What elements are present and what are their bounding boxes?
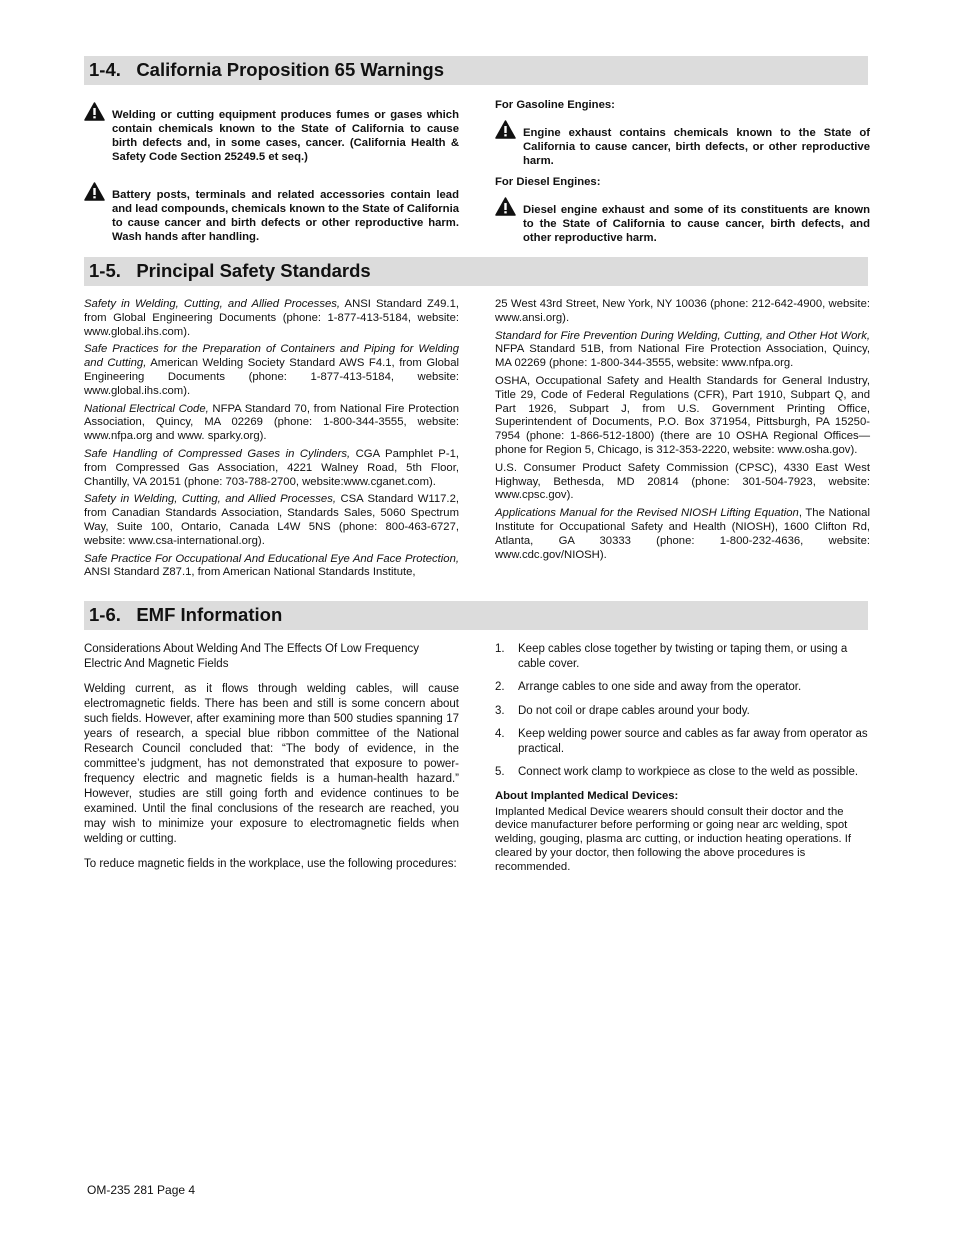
list-item: 5. Connect work clamp to workpiece as close to the weld as possible. (495, 766, 859, 778)
list-item: 2. Arrange cables to one side and away from the operator. (495, 681, 802, 693)
standard-entry: 25 West 43rd Street, New York, NY 10036 (phone: 212-642-4900, website: www.ansi.org). (495, 298, 870, 324)
standard-entry: Safety in Welding, Cutting, and Allied Processes, ANSI Standard Z49.1, from Global Engineering Documents (phone: 1-877-413-5184, website: www.global.ihs.com). (84, 298, 459, 338)
standard-entry: National Electrical Code, NFPA Standard 70, from National Fire Protection Association, Quincy, MA 02269 (phone: 1-800-344-3555, website: www.nfpa.org and www. sparky.org). (84, 402, 459, 443)
emf-procedure-list (495, 642, 870, 780)
warning-text: Battery posts, terminals and related accessories contain lead and lead compounds, chemicals known to the State of California to cause cancer and birth defects or other reproductive harm. Wash hands after handling. (112, 189, 459, 243)
warning-triangle-icon (495, 120, 523, 140)
page-footer: OM-235 281 Page 4 (87, 1183, 196, 1197)
warning-text: Engine exhaust contains chemicals known to the State of California to cause cancer, birth defects, or other reproductive harm. (523, 127, 870, 167)
emf-intro: Considerations About Welding And The Effects Of Low Frequency Electric And Magnetic Fields (84, 643, 419, 670)
prop65-right-column (495, 98, 870, 245)
section-title: 1-5. Principal Safety Standards (89, 260, 371, 281)
section-title: 1-4. California Proposition 65 Warnings (89, 59, 444, 80)
implant-text: Implanted Medical Device wearers should consult their doctor and the device manufacturer before performing or going near arc welding, spot welding, gouging, plasma arc cutting, or induction heating operations. If cleared by your doctor, then following the above procedures is recommended. (495, 805, 852, 873)
warning-triangle-icon (84, 102, 112, 122)
standard-entry: Safe Practices for the Preparation of Containers and Piping for Welding and Cutting, American Welding Society Standard AWS F4.1, from Global Engineering Documents (phone: 1-877-413-5184, website: www.global.ihs.com). (84, 343, 460, 397)
implant-heading: About Implanted Medical Devices: (495, 789, 679, 802)
emf-body: Welding current, as it flows through welding cables, will cause electromagnetic fields. There has been and still is some concern about such fields. However, after examining more than 500 studies spanning 17 years of research, a special blue ribbon committee of the National Research Council concluded that: “The body of evidence, in the committee’s judgment, has not demonstrated that exposure to power-frequency electric and magnetic fields is a human-health hazard.” However, studies are still going forth and evidence continues to be examined. Until the final conclusions of the research are reached, you may wish to minimize your exposure to electromagnetic fields when welding or cutting. (84, 683, 459, 845)
warning-text: Welding or cutting equipment produces fumes or gases which contain chemicals known to the State of California to cause birth defects and, in some cases, cancer. (California Health & Safety Code Section 25249.5 et seq.) (112, 109, 459, 163)
section-header-prop65 (84, 56, 868, 85)
emf-right-column (495, 642, 870, 878)
warning-triangle-icon (495, 197, 523, 217)
standards-right-column (495, 298, 870, 566)
prop65-battery-warning (84, 188, 459, 244)
standard-entry: Applications Manual for the Revised NIOSH Lifting Equation, The National Institute for Occupational Safety and Health (NIOSH), 1600 Clifton Rd, Atlanta, GA 30333 (phone: 1-800-232-4636, website: www.cdc.gov/NIOSH). (495, 507, 870, 561)
warning-text: Diesel engine exhaust and some of its constituents are known to the State of California to cause cancer, birth defects, and other reproductive harm. (523, 204, 870, 244)
warning-triangle-icon (84, 182, 112, 202)
gasoline-heading: For Gasoline Engines: (495, 99, 615, 111)
standard-entry: Safe Practice For Occupational And Educational Eye And Face Protection, ANSI Standard Z87.1, from American National Standards Institute, (84, 552, 459, 579)
emf-left-column (84, 642, 459, 872)
emf-reduce-text: To reduce magnetic fields in the workplace, use the following procedures: (84, 858, 457, 870)
diesel-heading: For Diesel Engines: (495, 176, 601, 188)
prop65-fumes-warning (84, 108, 459, 164)
standard-entry: Safe Handling of Compressed Gases in Cylinders, CGA Pamphlet P-1, from Compressed Gas Association, 4221 Walney Road, 5th Floor, Chantilly, VA 20151 (phone: 703-788-2700, website:www.cganet.com). (84, 447, 460, 488)
standard-entry: OSHA, Occupational Safety and Health Standards for General Industry, Title 29, Code of Federal Regulations (CFR), Part 1910, Subpart Q, and Part 1926, Subpart J, from U.S. Government Printing Office, Superintendent of Documents, P.O. Box 371954, Pittsburgh, PA 15250-7954 (phone: 1-866-512-1800) (there are 10 OSHA Regional Offices—phone for Region 5, Chicago, is 312-353-2220, website: www.osha.gov). (495, 374, 870, 456)
standard-entry: U.S. Consumer Product Safety Commission (CPSC), 4330 East West Highway, Bethesda, MD 20814 (phone: 301-504-7923, website: www.cpsc.gov). (495, 461, 870, 502)
standard-entry: Safety in Welding, Cutting, and Allied Processes, CSA Standard W117.2, from Canadian Standards Association, Standards Sales, 5060 Spectrum Way, Suite 100, Ontario, Canada L4W 5NS (phone: 800-463-6727, website: www.csa-international.org). (84, 493, 459, 547)
list-item: 4. Keep welding power source and cables as far away from operator as practical. (495, 728, 868, 755)
list-item: 1. Keep cables close together by twisting or taping them, or using a cable cover. (495, 643, 848, 670)
section-header-emf (84, 601, 868, 630)
section-header-standards (84, 257, 868, 286)
list-item: 3. Do not coil or drape cables around your body. (495, 704, 750, 717)
gasoline-warning (495, 126, 870, 168)
prop65-left-column (84, 108, 459, 244)
diesel-warning (495, 203, 870, 245)
section-title: 1-6. EMF Information (89, 604, 283, 625)
standards-left-column (84, 298, 459, 584)
standard-entry: Standard for Fire Prevention During Welding, Cutting, and Other Hot Work, NFPA Standard 51B, from National Fire Protection Association, Quincy, MA 02269 (phone: 1-800-344-3555, website: www.nfpa.org. (495, 329, 870, 370)
